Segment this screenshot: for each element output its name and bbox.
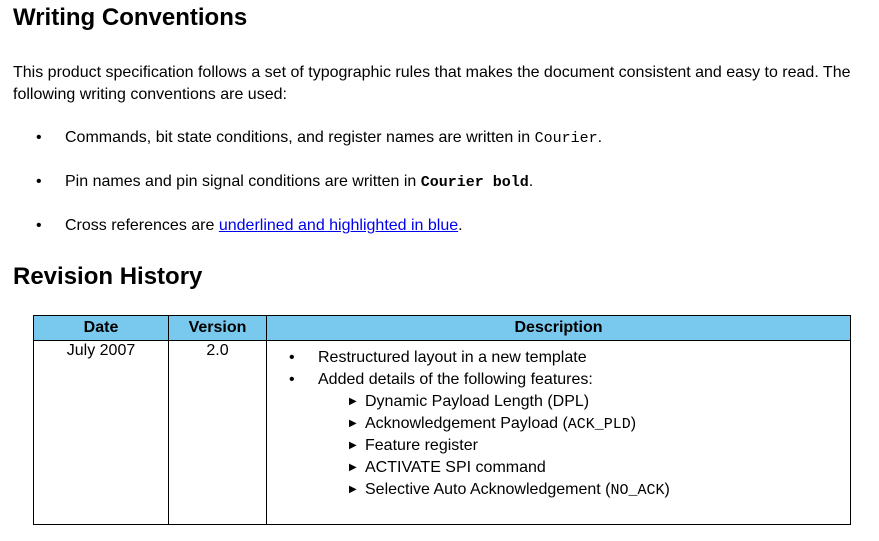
description-bullet-text: Added details of the following features:	[318, 371, 593, 388]
convention-prefix: Commands, bit state conditions, and register names are written in	[65, 129, 535, 146]
bullet-icon: •	[36, 217, 42, 234]
feature-label: Feature register	[365, 437, 478, 454]
description-bullet	[267, 347, 850, 369]
convention-suffix: .	[528, 173, 534, 190]
feature-label: Dynamic Payload Length (DPL)	[365, 393, 590, 410]
date-cell: July 2007	[34, 341, 169, 525]
bullet-icon: •	[289, 349, 295, 366]
feature-item	[267, 413, 850, 435]
column-header-date: Date	[34, 316, 169, 341]
bullet-icon: •	[289, 371, 295, 388]
feature-code: NO_ACK	[610, 482, 665, 499]
section-heading-writing-conventions: Writing Conventions	[13, 4, 248, 31]
description-bullet-text: Restructured layout in a new template	[318, 349, 587, 366]
convention-suffix: .	[458, 217, 463, 234]
feature-item	[267, 457, 850, 479]
cross-reference-link[interactable]: underlined and highlighted in blue	[218, 217, 459, 234]
table-row	[34, 341, 851, 525]
feature-label: Acknowledgement Payload (	[365, 415, 568, 432]
convention-text	[65, 215, 463, 237]
feature-item	[267, 391, 850, 413]
convention-prefix: Cross references are	[65, 217, 219, 234]
triangle-bullet-icon: ▶	[349, 440, 357, 451]
feature-item	[267, 435, 850, 457]
column-header-version: Version	[169, 316, 267, 341]
triangle-bullet-icon: ▶	[349, 462, 357, 473]
feature-text	[365, 413, 636, 436]
feature-text	[365, 391, 589, 414]
description-cell	[267, 341, 851, 525]
version-cell: 2.0	[169, 341, 267, 525]
feature-text	[365, 457, 546, 480]
table-header-row	[34, 316, 851, 341]
feature-code: ACK_PLD	[567, 416, 631, 433]
triangle-bullet-icon: ▶	[349, 484, 357, 495]
feature-close: )	[664, 481, 670, 498]
convention-item-courier	[0, 127, 879, 149]
revision-history-table	[33, 315, 851, 525]
section-heading-revision-history: Revision History	[13, 263, 203, 290]
feature-item	[267, 479, 850, 501]
convention-courier-bold-sample: Courier bold	[420, 174, 529, 191]
bullet-icon: •	[36, 129, 42, 146]
column-header-description: Description	[267, 316, 851, 341]
convention-text	[65, 171, 533, 194]
triangle-bullet-icon: ▶	[349, 418, 357, 429]
bullet-icon: •	[36, 173, 42, 190]
feature-close: )	[630, 415, 637, 432]
convention-prefix: Pin names and pin signal conditions are written in	[65, 173, 421, 190]
feature-text	[365, 479, 670, 502]
description-bullet	[267, 369, 850, 391]
convention-text	[65, 127, 602, 150]
feature-label: Selective Auto Acknowledgement (	[365, 481, 611, 498]
intro-paragraph: This product specification follows a set of typographic rules that makes the document consistent and easy to read. The following writing conventions are used:	[13, 64, 851, 103]
convention-suffix: .	[597, 129, 603, 146]
convention-item-courier-bold	[0, 171, 879, 193]
triangle-bullet-icon: ▶	[349, 396, 357, 407]
feature-text	[365, 435, 478, 458]
convention-courier-sample: Courier	[534, 130, 598, 147]
feature-label: ACTIVATE SPI command	[365, 459, 546, 476]
convention-item-cross-reference	[0, 215, 879, 237]
